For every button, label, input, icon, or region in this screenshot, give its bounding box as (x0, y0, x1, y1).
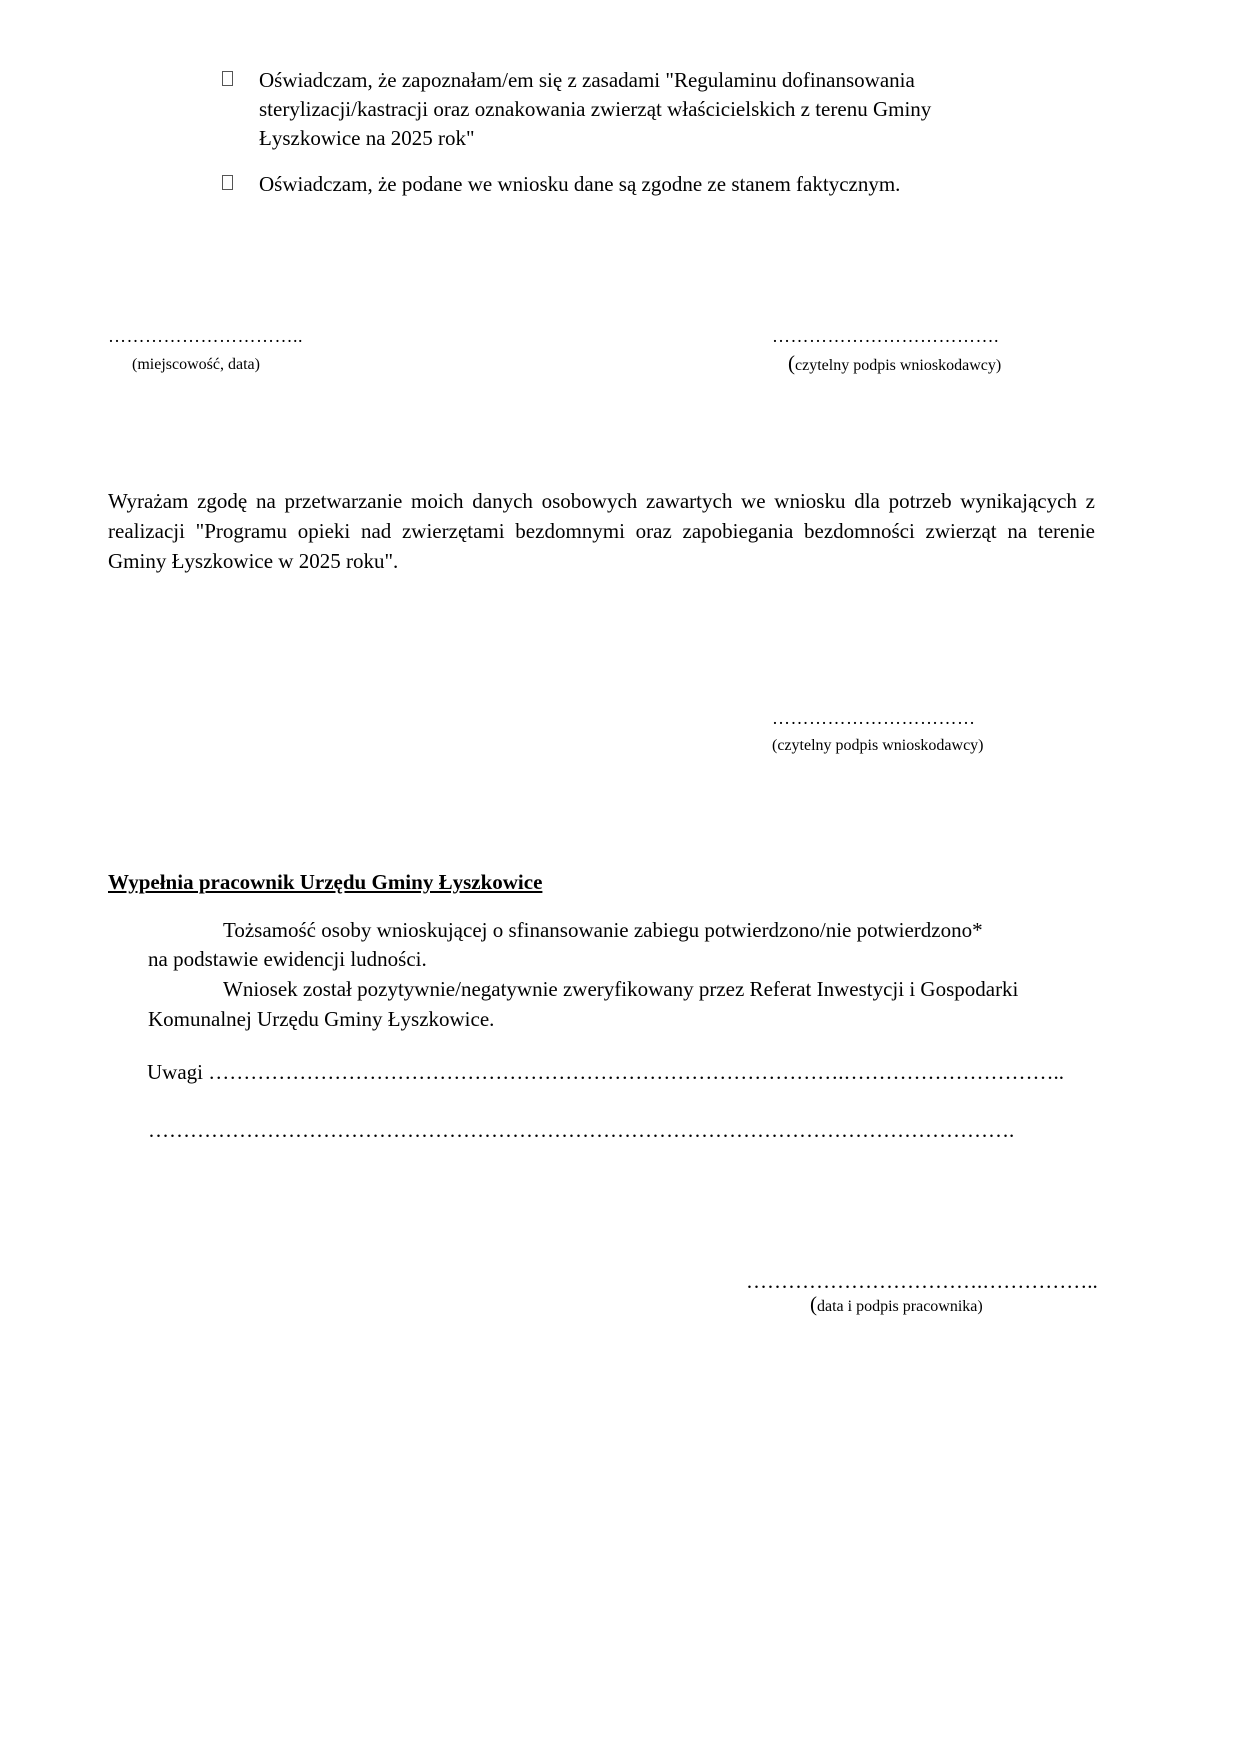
remarks-dotted-line: ……………………………………………………………………………….………………………….. (208, 1060, 1064, 1084)
identity-line-1: Tożsamość osoby wnioskującej o sfinansowanie zabiegu potwierdzono/nie potwierdzono* (223, 918, 983, 942)
checkbox-square-icon (222, 71, 233, 86)
remarks-line-1 (147, 1057, 1064, 1087)
caption-paren: ( (810, 1292, 817, 1316)
consent-signature-dotted-line: …………………………… (772, 708, 976, 728)
place-date-caption: (miejscowość, data) (132, 356, 260, 373)
identity-line-2: na podstawie ewidencji ludności. (148, 947, 427, 971)
caption-text: czytelny podpis wnioskodawcy) (795, 357, 1002, 374)
caption-paren: ( (788, 351, 795, 375)
checkbox-square-icon (222, 175, 233, 190)
consent-paragraph: Wyrażam zgodę na przetwarzanie moich danych osobowych zawartych we wniosku dla potrzeb wynikających z realizacji "Programu opieki nad zwierzętami bezdomnymi oraz zapobiegania bezdomności zwierząt na terenie Gminy Łyszkowice w 2025 roku". (108, 489, 1095, 573)
staff-signature-caption (810, 1292, 983, 1317)
verify-line-2: Komunalnej Urzędu Gminy Łyszkowice. (148, 1007, 495, 1031)
staff-signature-dotted-line: …………………………….…………….. (746, 1269, 1098, 1293)
applicant-signature-caption (788, 351, 1001, 376)
declaration-text: Oświadczam, że podane we wniosku dane są zgodne ze stanem faktycznym. (259, 172, 901, 196)
remarks-line-2: ……………………………………………………………………………………………………………. (148, 1118, 1015, 1142)
consent-signature-caption: (czytelny podpis wnioskodawcy) (772, 737, 984, 754)
place-date-dotted-line: ………………………….. (108, 326, 303, 346)
remarks-label: Uwagi (147, 1060, 203, 1084)
caption-text: data i podpis pracownika) (817, 1298, 983, 1315)
applicant-signature-dotted-line: ………………………………. (772, 326, 999, 346)
verify-line-1: Wniosek został pozytywnie/negatywnie zweryfikowany przez Referat Inwestycji i Gospodarki (223, 977, 1019, 1001)
declaration-text: Oświadczam, że zapoznałam/em się z zasadami "Regulaminu dofinansowania sterylizacji/kastracji oraz oznakowania zwierząt właścicielskich z terenu Gminy Łyszkowice na 2025 rok" (259, 68, 932, 150)
staff-section-heading: Wypełnia pracownik Urzędu Gminy Łyszkowice (108, 870, 543, 894)
